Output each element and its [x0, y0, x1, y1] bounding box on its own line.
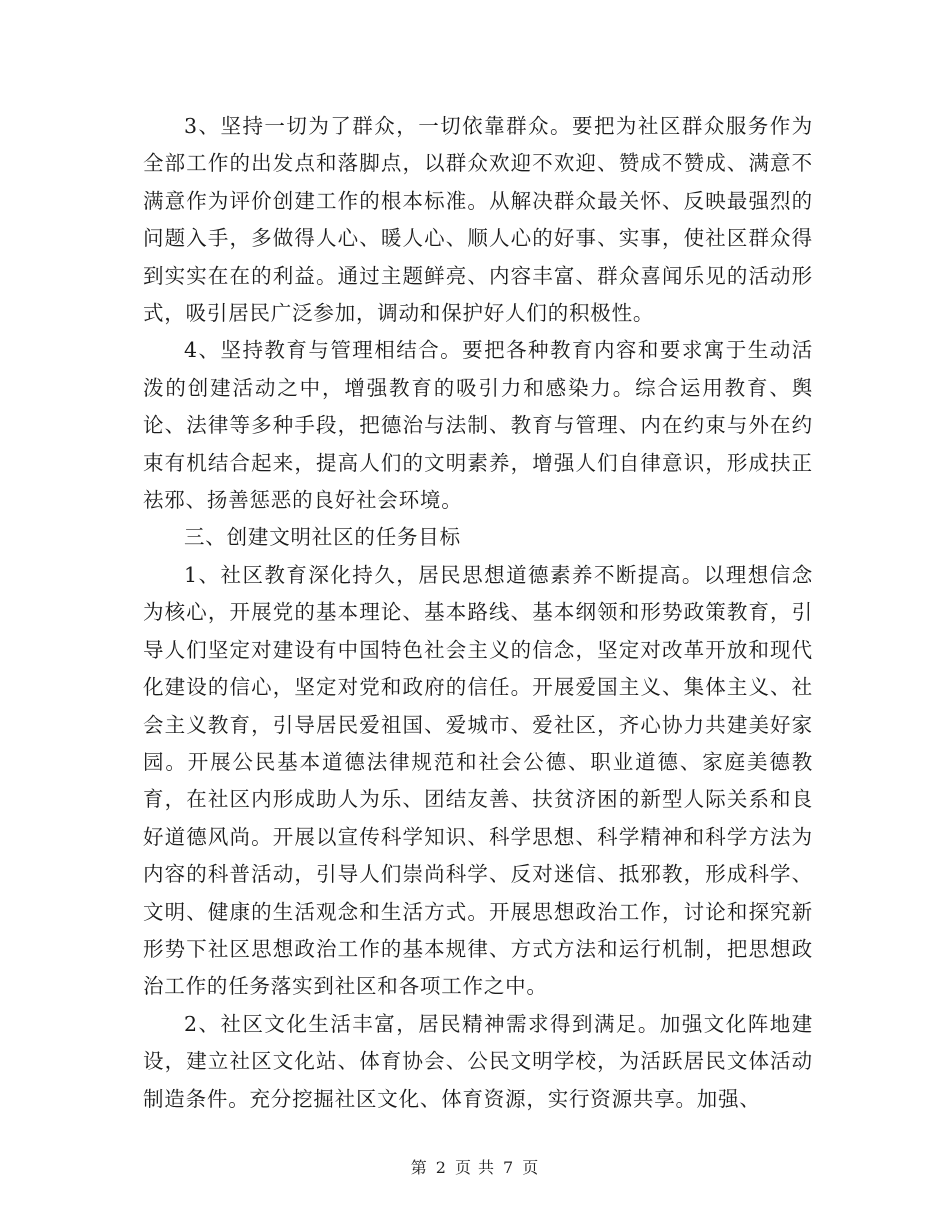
- footer-middle: 页 共: [454, 1158, 496, 1177]
- paragraph-principle-4: 4、坚持教育与管理相结合。要把各种教育内容和要求寓于生动活泼的创建活动之中，增强教育的吸引力和感染力。综合运用教育、舆论、法律等多种手段，把德治与法制、教育与管理、内在约束与外在约束有机结合起来，提高人们的文明素养，增强人们自律意识，形成扶正祛邪、扬善惩恶的良好社会环境。: [143, 338, 813, 513]
- document-body: [143, 108, 813, 1118]
- paragraph-principle-3: 3、坚持一切为了群众，一切依靠群众。要把为社区群众服务作为全部工作的出发点和落脚点，以群众欢迎不欢迎、赞成不赞成、满意不满意作为评价创建工作的根本标准。从解决群众最关怀、反映最强烈的问题入手，多做得人心、暖人心、顺人心的好事、实事，使社区群众得到实实在在的利益。通过主题鲜亮、内容丰富、群众喜闻乐见的活动形式，吸引居民广泛参加，调动和保护好人们的积极性。: [143, 114, 813, 326]
- paragraph-goal-2: 2、社区文化生活丰富，居民精神需求得到满足。加强文化阵地建设，建立社区文化站、体育协会、公民文明学校，为活跃居民文体活动制造条件。充分挖掘社区文化、体育资源，实行资源共享。加强、: [143, 1011, 813, 1111]
- total-page-count: 7: [503, 1158, 515, 1177]
- page-footer: [0, 1155, 950, 1178]
- paragraph-goal-1: 1、社区教育深化持久，居民思想道德素养不断提高。以理想信念为核心，开展党的基本理论、基本路线、基本纲领和形势政策教育，引导人们坚定对建设有中国特色社会主义的信念，坚定对改革开放和现代化建设的信心，坚定对党和政府的信任。开展爱国主义、集体主义、社会主义教育，引导居民爱祖国、爱城市、爱社区，齐心协力共建美好家园。开展公民基本道德法律规范和社会公德、职业道德、家庭美德教育，在社区内形成助人为乐、团结友善、扶贫济困的新型人际关系和良好道德风尚。开展以宣传科学知识、科学思想、科学精神和科学方法为内容的科普活动，引导人们崇尚科学、反对迷信、抵邪教，形成科学、文明、健康的生活观念和生活方式。开展思想政治工作，讨论和探究新形势下社区思想政治工作的基本规律、方式方法和运行机制，把思想政治工作的任务落实到社区和各项工作之中。: [143, 562, 813, 999]
- current-page-number: 2: [435, 1158, 447, 1177]
- footer-prefix: 第: [410, 1158, 428, 1177]
- section-heading-goals: 三、创建文明社区的任务目标: [184, 525, 461, 550]
- footer-suffix: 页: [522, 1158, 540, 1177]
